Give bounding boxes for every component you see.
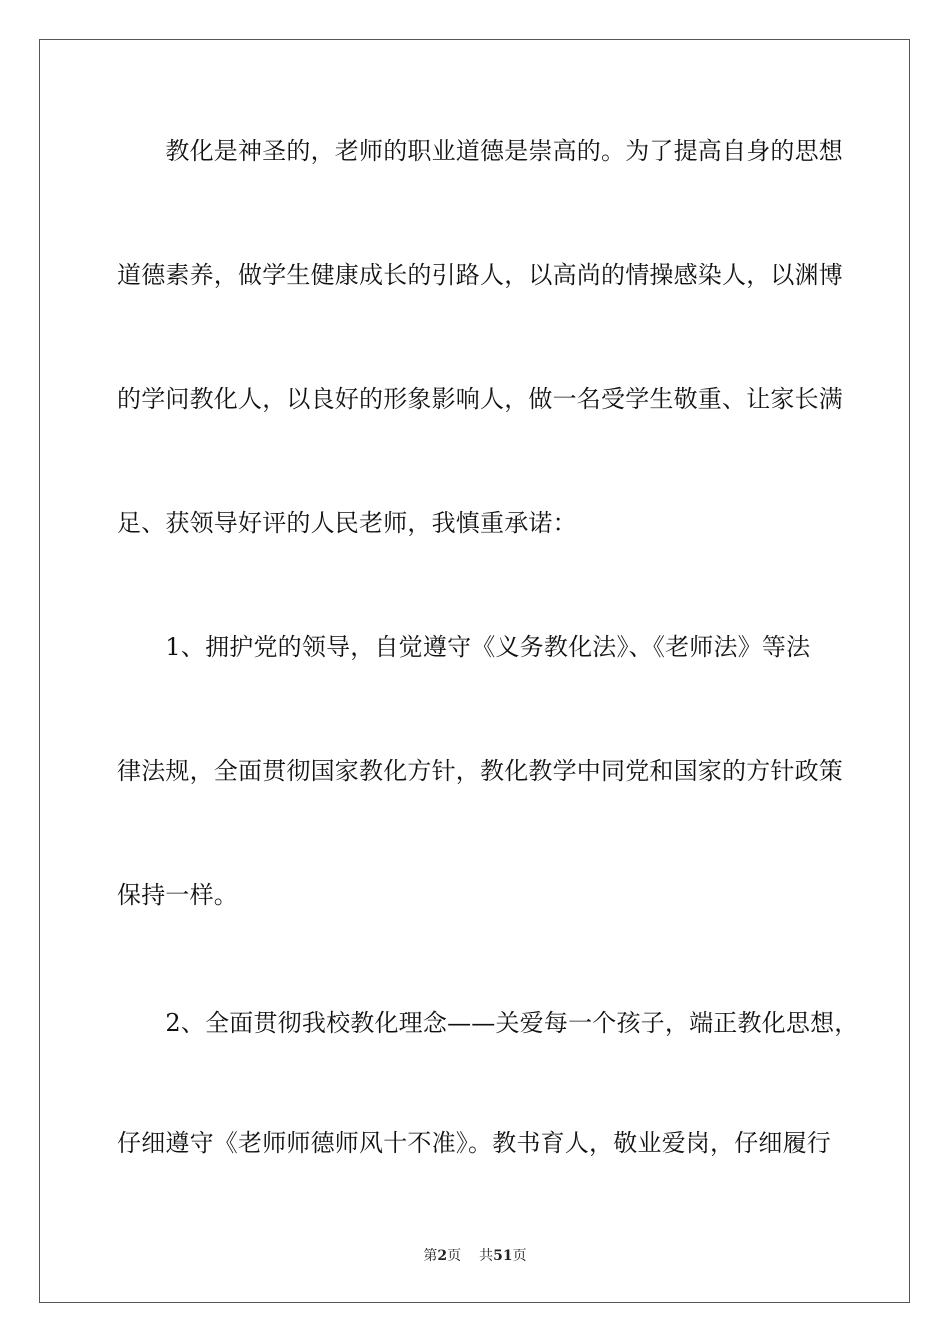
paragraph-line-1: 教化是神圣的，老师的职业道德是崇高的。为了提高自身的思想: [117, 137, 843, 165]
paragraph-line-6: 律法规，全面贯彻国家教化方针，教化教学中同党和国家的方针政策: [117, 757, 843, 785]
total-pages: 51: [493, 1248, 513, 1264]
paragraph-line-3: 的学问教化人，以良好的形象影响人，做一名受学生敬重、让家长满: [117, 385, 843, 413]
page-number: 2: [437, 1248, 448, 1264]
paragraph-line-8: 2、全面贯彻我校教化理念——关爱每一个孩子，端正教化思想，: [117, 1009, 859, 1037]
paragraph-line-9: 仔细遵守《老师师德师风十不准》。教书育人，敬业爱岗，仔细履行: [117, 1129, 831, 1157]
paragraph-line-2: 道德素养，做学生健康成长的引路人，以高尚的情操感染人，以渊博: [117, 261, 843, 289]
page-suffix: 页: [447, 1248, 462, 1264]
paragraph-line-7: 保持一样。: [117, 881, 238, 909]
total-prefix: 共: [479, 1248, 494, 1264]
paragraph-line-4: 足、获领导好评的人民老师，我慎重承诺：: [117, 509, 577, 537]
page-prefix: 第: [423, 1248, 438, 1264]
page-footer: [0, 1246, 950, 1266]
total-suffix: 页: [512, 1248, 527, 1264]
page-border: [39, 39, 910, 1303]
paragraph-line-5: 1、拥护党的领导，自觉遵守《义务教化法》、《老师法》等法: [117, 633, 811, 661]
